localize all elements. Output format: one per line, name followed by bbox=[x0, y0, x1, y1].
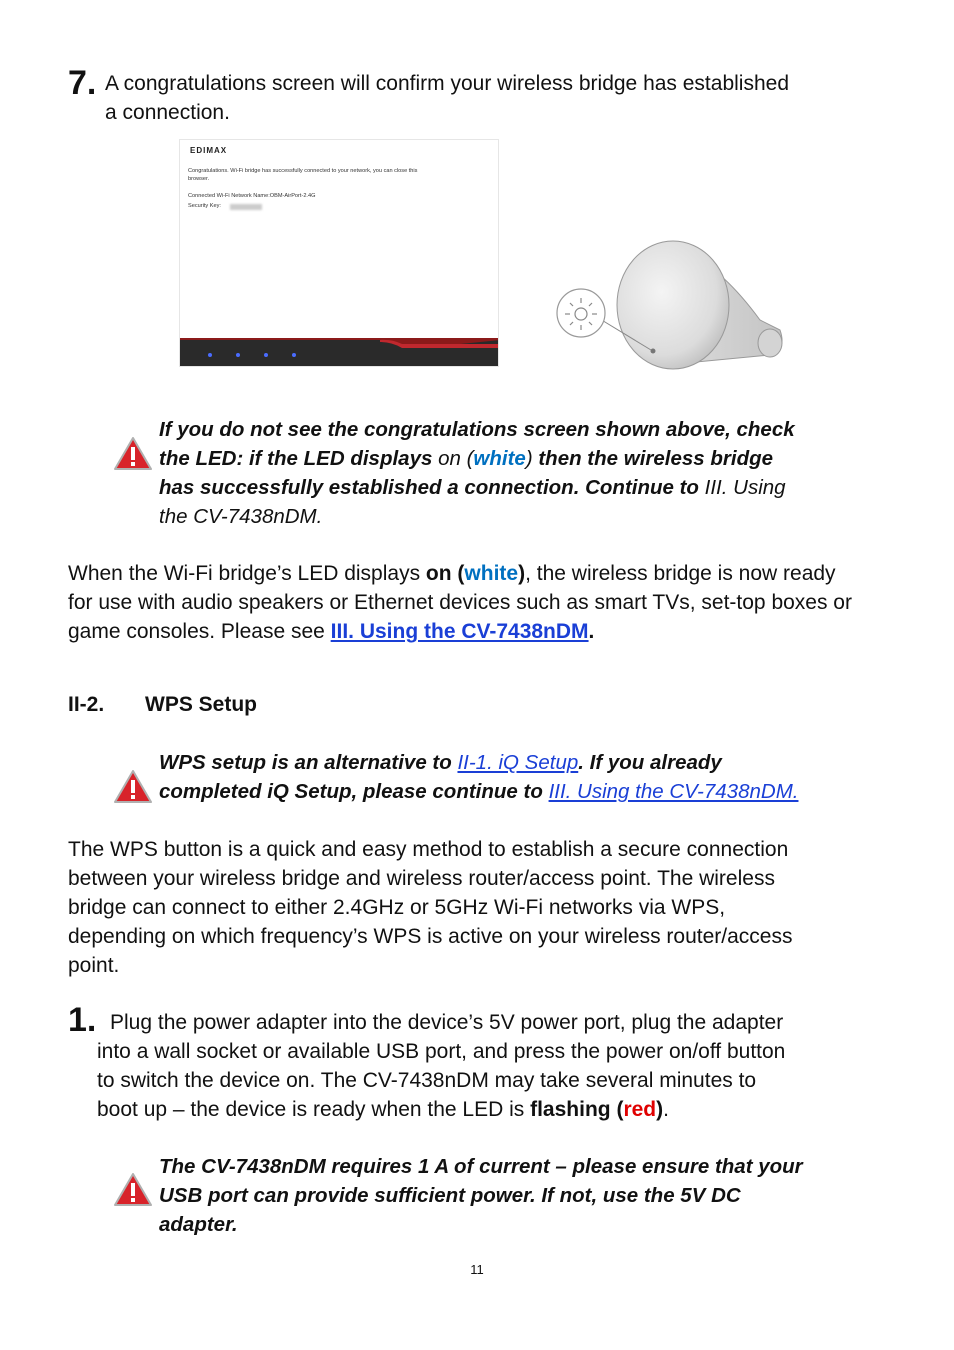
note1-line4: the CV-7438nDM. bbox=[159, 505, 323, 528]
para1-line1: When the Wi-Fi bridge’s LED displays on (white), the wireless bridge is now ready bbox=[68, 562, 836, 585]
screenshot-line1: Congratulations. Wi-Fi bridge has successfully connected to your network, you can close this bbox=[188, 168, 418, 174]
step-1-number: 1. bbox=[68, 1001, 97, 1039]
para1-line3: game consoles. Please see III. Using the CV-7438nDM. bbox=[68, 620, 595, 643]
congratulations-screenshot bbox=[179, 139, 499, 367]
screenshot-line3: Connected Wi-Fi Network Name:OBM-AirPort-2.4G bbox=[188, 193, 316, 199]
screenshot-line2: browser. bbox=[188, 176, 210, 182]
para2-line5: point. bbox=[68, 954, 120, 977]
step-1-line3: to switch the device on. The CV-7438nDM may take several minutes to bbox=[97, 1069, 757, 1092]
note1-line2: the LED: if the LED displays on (white) then the wireless bridge bbox=[159, 447, 774, 470]
page-number: 11 bbox=[470, 1262, 484, 1277]
para2-line3: bridge can connect to either 2.4GHz or 5GHz Wi-Fi networks via WPS, bbox=[68, 896, 726, 919]
blurred-key bbox=[230, 204, 262, 210]
screenshot-device-bar bbox=[180, 338, 498, 366]
note2-line2: completed iQ Setup, please continue to III. Using the CV-7438nDM. bbox=[159, 780, 799, 803]
note3-line2: USB port can provide sufficient power. If not, use the 5V DC bbox=[159, 1184, 741, 1207]
para1-line2: for use with audio speakers or Ethernet devices such as smart TVs, set-top boxes or bbox=[68, 591, 852, 614]
warning-icon bbox=[113, 1172, 153, 1208]
step-1-line1: Plug the power adapter into the device’s 5V power port, plug the adapter bbox=[110, 1011, 784, 1034]
note2-line1: WPS setup is an alternative to II-1. iQ Setup. If you already bbox=[159, 751, 722, 774]
warning-icon bbox=[113, 769, 153, 805]
device-led-illustration bbox=[555, 235, 790, 370]
warning-icon bbox=[113, 436, 153, 472]
step-7-text-line2: a connection. bbox=[105, 101, 230, 124]
section-title: WPS Setup bbox=[145, 693, 258, 716]
link-iq-setup[interactable]: II-1. iQ Setup bbox=[457, 751, 579, 774]
para2-line4: depending on which frequency’s WPS is active on your wireless router/access bbox=[68, 925, 793, 948]
step-1-line4: boot up – the device is ready when the LED is flashing (red). bbox=[97, 1098, 669, 1121]
link-using-cv-7438ndm-note[interactable]: III. Using the CV-7438nDM. bbox=[548, 780, 799, 803]
step-7-text-line1: A congratulations screen will confirm your wireless bridge has established bbox=[105, 72, 789, 95]
note3-line1: The CV-7438nDM requires 1 A of current – please ensure that your bbox=[159, 1155, 803, 1178]
edimax-logo: EDIMAX bbox=[190, 146, 228, 155]
section-number: II-2. bbox=[68, 693, 105, 716]
step-1-line2: into a wall socket or available USB port, and press the power on/off button bbox=[97, 1040, 786, 1063]
para2-line1: The WPS button is a quick and easy method to establish a secure connection bbox=[68, 838, 789, 861]
screenshot-line4: Security Key: bbox=[188, 203, 221, 209]
link-using-cv-7438ndm[interactable]: III. Using the CV-7438nDM bbox=[330, 620, 589, 643]
step-7-number: 7. bbox=[68, 64, 97, 102]
para2-line2: between your wireless bridge and wireless router/access point. The wireless bbox=[68, 867, 775, 890]
note1-line1: If you do not see the congratulations screen shown above, check bbox=[159, 418, 795, 441]
note1-line3: has successfully established a connection. Continue to III. Using bbox=[159, 476, 786, 499]
note3-line3: adapter. bbox=[159, 1213, 238, 1236]
